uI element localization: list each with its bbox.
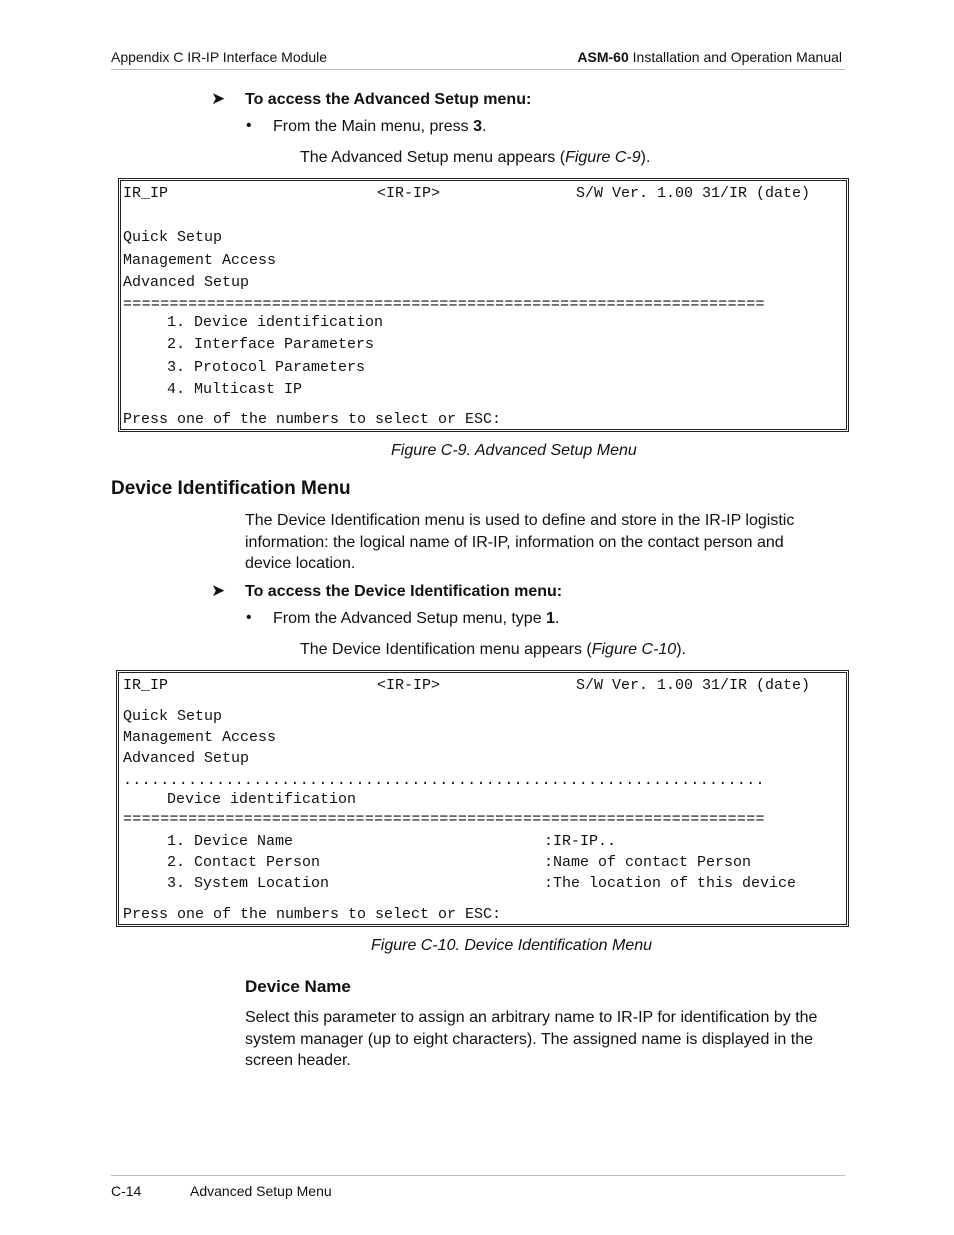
menu-item-contact-person: 2. Contact Person xyxy=(167,854,321,871)
menu-item-device-identification: 1. Device identification xyxy=(167,314,384,331)
screen-prompt: Press one of the numbers to select or ESC: xyxy=(123,906,502,923)
device-name-value: :IR-IP.. xyxy=(544,833,617,850)
page-number: C-14 xyxy=(111,1183,142,1199)
crumb-quick-setup: Quick Setup xyxy=(123,229,223,246)
menu-item-protocol-parameters: 3. Protocol Parameters xyxy=(167,359,366,376)
submenu-title: Device identification xyxy=(167,791,357,808)
running-header-left: Appendix C IR-IP Interface Module xyxy=(111,49,328,65)
menu-item-device-name: 1. Device Name xyxy=(167,833,294,850)
figure-caption-c9: Figure C-9. Advanced Setup Menu xyxy=(391,442,637,459)
menu-item-system-location: 3. System Location xyxy=(167,875,330,892)
separator-line: ===================================================================== xyxy=(123,296,765,313)
terminal-screen-advanced-setup xyxy=(118,178,849,432)
dotted-separator: ..................................................................... xyxy=(123,772,765,789)
subsection-paragraph: Select this parameter to assign an arbitrary name to IR-IP for identification by the system manager (up to eight characters). The assigned name is displayed in the screen header. xyxy=(245,1009,818,1069)
crumb-management-access: Management Access xyxy=(123,729,277,746)
separator-line: ===================================================================== xyxy=(123,811,765,828)
section-heading: Device Identification Menu xyxy=(111,478,351,499)
screen-header-right: S/W Ver. 1.00 31/IR (date) xyxy=(576,185,811,202)
figure-caption-c10: Figure C-10. Device Identification Menu xyxy=(371,937,653,954)
procedure-step: From the Main menu, press 3. xyxy=(273,118,487,135)
section-paragraph: The Device Identification menu is used to define and store in the IR-IP logistic information: the logical name of IR-IP, information on the contact person and device location. xyxy=(245,512,795,572)
arrow-icon: ➤ xyxy=(211,581,226,600)
subsection-heading: Device Name xyxy=(245,977,351,996)
manual-title: Installation and Operation Manual xyxy=(628,49,842,65)
figure-reference-text: The Advanced Setup menu appears (Figure C-9). xyxy=(300,149,651,166)
footer-section-title: Advanced Setup Menu xyxy=(190,1183,332,1199)
menu-item-interface-parameters: 2. Interface Parameters xyxy=(167,336,375,353)
crumb-quick-setup: Quick Setup xyxy=(123,708,223,725)
product-name: ASM-60 xyxy=(577,49,629,65)
crumb-advanced-setup: Advanced Setup xyxy=(123,274,250,291)
screen-header-left: IR_IP xyxy=(123,677,169,694)
procedure-title: To access the Advanced Setup menu: xyxy=(245,91,532,108)
procedure-step: From the Advanced Setup menu, type 1. xyxy=(273,610,560,627)
screen-header-mid: <IR-IP> xyxy=(377,677,441,694)
crumb-advanced-setup: Advanced Setup xyxy=(123,750,250,767)
header-rule xyxy=(111,69,845,70)
screen-prompt: Press one of the numbers to select or ESC: xyxy=(123,411,502,428)
screen-header-right: S/W Ver. 1.00 31/IR (date) xyxy=(576,677,811,694)
arrow-icon: ➤ xyxy=(211,89,226,108)
screen-header-left: IR_IP xyxy=(123,185,169,202)
bullet-icon: • xyxy=(246,117,252,134)
running-header-right xyxy=(577,49,842,65)
footer-rule xyxy=(111,1175,845,1176)
system-location-value: :The location of this device xyxy=(544,875,797,892)
procedure-title: To access the Device Identification menu: xyxy=(245,583,563,600)
crumb-management-access: Management Access xyxy=(123,252,277,269)
menu-item-multicast-ip: 4. Multicast IP xyxy=(167,381,303,398)
contact-person-value: :Name of contact Person xyxy=(544,854,752,871)
bullet-icon: • xyxy=(246,609,252,626)
figure-reference-text: The Device Identification menu appears (Figure C-10). xyxy=(300,641,686,658)
terminal-screen-device-identification xyxy=(116,670,849,927)
screen-header-mid: <IR-IP> xyxy=(377,185,441,202)
